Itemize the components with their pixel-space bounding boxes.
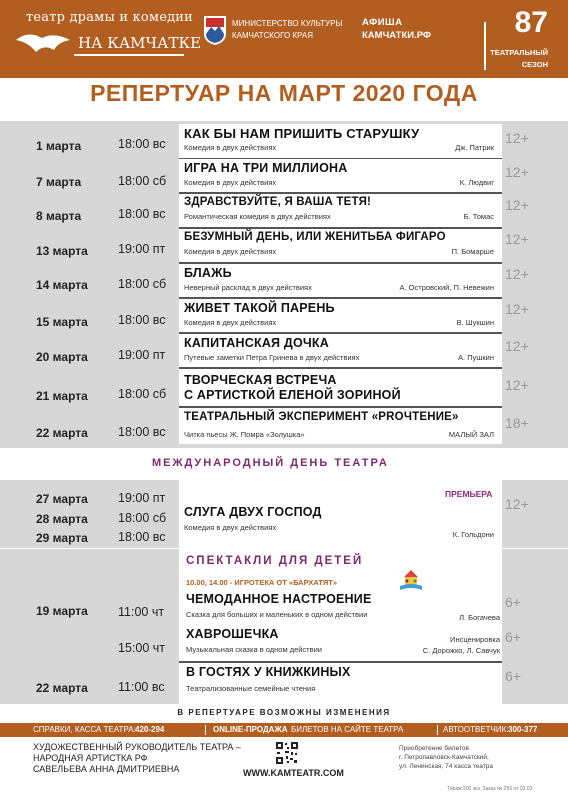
performance-time: 18:00 вс xyxy=(118,530,166,544)
performance-time: 18:00 вс xyxy=(118,313,166,327)
row-divider xyxy=(179,661,502,663)
performance-title-line2: С АРТИСТКОЙ ЕЛЕНОЙ ЗОРИНОЙ xyxy=(184,388,401,402)
performance-author: В. Шукшин xyxy=(456,318,494,327)
age-rating: 18+ xyxy=(505,415,529,431)
answering-machine-label: АВТООТВЕТЧИК: xyxy=(443,725,509,734)
performance-card xyxy=(179,194,502,227)
performance-date: 19 марта xyxy=(36,604,88,618)
performance-author-line2: С. Дорожко, Л. Савчук xyxy=(422,646,500,655)
performance-title: ТВОРЧЕСКАЯ ВСТРЕЧА xyxy=(184,373,337,387)
performance-date: 22 марта xyxy=(36,681,88,695)
performance-date: 1 марта xyxy=(36,139,82,153)
tickets-line3: ул. Ленинская, 74 касса театра xyxy=(399,763,493,770)
artistic-director xyxy=(33,742,241,775)
age-rating: 12+ xyxy=(505,301,529,317)
performance-date: 28 марта xyxy=(36,512,88,526)
online-sales-text: БИЛЕТОВ НА САЙТЕ ТЕАТРА xyxy=(291,725,404,734)
performance-card xyxy=(179,334,502,367)
performance-card xyxy=(179,159,502,192)
performance-title: ЗДРАВСТВУЙТЕ, Я ВАША ТЕТЯ! xyxy=(184,196,372,208)
website-link[interactable]: WWW.KAMTEATR.COM xyxy=(243,768,344,778)
afisha-logo xyxy=(362,16,431,42)
afisha-line1: АФИША xyxy=(362,17,403,28)
bar-divider xyxy=(437,725,438,735)
performance-date: 29 марта xyxy=(36,531,88,545)
performance-card xyxy=(179,229,502,262)
age-rating: 6+ xyxy=(505,629,521,645)
print-info: Тираж 300 экз. Заказ № 256 от 03.03 xyxy=(447,786,533,792)
performance-time: 18:00 сб xyxy=(118,511,167,525)
age-rating: 12+ xyxy=(505,338,529,354)
performance-subtitle: Комедия в двух действиях xyxy=(184,143,277,152)
performance-author: А. Островский, П. Невежин xyxy=(399,283,494,292)
age-rating: 12+ xyxy=(505,231,529,247)
kamchatka-emblem-icon xyxy=(202,14,228,46)
performance-time: 11:00 вс xyxy=(118,680,165,694)
season-number: 87 xyxy=(514,6,548,39)
performance-title: БЕЗУМНЫЙ ДЕНЬ, ИЛИ ЖЕНИТЬБА ФИГАРО xyxy=(184,231,446,243)
afisha-line2: КАМЧАТКИ.РФ xyxy=(362,30,432,41)
tickets-line1: Приобретение билетов xyxy=(399,745,469,752)
performance-date: 7 марта xyxy=(36,175,82,189)
performance-time: 18:00 сб xyxy=(118,387,167,401)
performance-author: А. Пушкин xyxy=(458,353,494,362)
performance-subtitle: Путевые заметки Петра Гринева в двух действиях xyxy=(184,353,360,362)
performance-author: П. Бомарше xyxy=(451,247,494,256)
performance-time: 19:00 пт xyxy=(118,491,166,505)
performance-subtitle: Неверный расклад в двух действиях xyxy=(184,283,312,292)
performance-date: 27 марта xyxy=(36,492,88,506)
igroteka-note: 10.00, 14.00 - ИГРОТЕКА ОТ «БАРХАТЯТ» xyxy=(186,578,337,587)
performance-card xyxy=(179,369,502,406)
ministry-text xyxy=(232,18,343,42)
performance-author-line1: Инсценировка xyxy=(450,635,500,644)
performance-row xyxy=(0,159,568,193)
age-rating: 6+ xyxy=(505,668,521,684)
performance-title: ТЕАТРАЛЬНЫЙ ЭКСПЕРИМЕНТ «PROЧТЕНИЕ» xyxy=(184,411,459,423)
age-rating: 12+ xyxy=(505,197,529,213)
performance-title: КАПИТАНСКАЯ ДОЧКА xyxy=(184,336,329,350)
kids-heading: СПЕКТАКЛИ ДЛЯ ДЕТЕЙ xyxy=(186,555,364,567)
performance-row xyxy=(0,299,568,333)
online-sales-label: ONLINE-ПРОДАЖА xyxy=(213,725,288,734)
page-title: РЕПЕРТУАР НА МАРТ 2020 ГОДА xyxy=(90,80,478,106)
performance-row xyxy=(0,369,568,407)
performance-time: 15:00 чт xyxy=(118,641,165,655)
performance-subtitle: Романтическая комедия в двух действиях xyxy=(184,212,331,221)
theatre-name-line2: НА КАМЧАТКЕ xyxy=(78,34,202,52)
ministry-line1: МИНИСТЕРСТВО КУЛЬТУРЫ xyxy=(232,19,343,28)
director-line2: НАРОДНАЯ АРТИСТКА РФ xyxy=(33,753,148,763)
age-rating: 12+ xyxy=(505,377,529,393)
answering-machine-phone: 300-377 xyxy=(508,725,538,734)
ministry-line2: КАМЧАТСКОГО КРАЯ xyxy=(232,31,313,40)
performance-title: ХАВРОШЕЧКА xyxy=(186,627,279,641)
performance-subtitle: Читка пьесы Ж. Помра «Золушка» xyxy=(184,430,305,439)
performance-author: К. Людвиг xyxy=(459,178,494,187)
bar-divider xyxy=(205,725,206,735)
performance-row xyxy=(0,194,568,228)
performance-time: 11:00 чт xyxy=(118,605,165,619)
header-bar xyxy=(0,0,568,78)
performance-row xyxy=(0,408,568,446)
performance-time: 19:00 пт xyxy=(118,348,166,362)
performance-row xyxy=(0,229,568,263)
performance-card xyxy=(179,124,502,158)
director-line1: ХУДОЖЕСТВЕННЫЙ РУКОВОДИТЕЛЬ ТЕАТРА – xyxy=(33,742,241,752)
performance-date: 8 марта xyxy=(36,209,82,223)
performance-subtitle: Театрализованные семейные чтения xyxy=(186,684,316,693)
qr-code-icon xyxy=(275,741,299,765)
performance-time: 18:00 сб xyxy=(118,174,167,188)
logo-underline xyxy=(74,54,184,56)
performance-time: 18:00 вс xyxy=(118,207,166,221)
performance-title: КАК БЫ НАМ ПРИШИТЬ СТАРУШКУ xyxy=(184,126,420,141)
performance-title: ИГРА НА ТРИ МИЛЛИОНА xyxy=(184,161,348,175)
ticket-info xyxy=(399,744,493,771)
premiere-badge: ПРЕМЬЕРА xyxy=(445,489,493,499)
performance-date: 15 марта xyxy=(36,315,88,329)
performance-time: 18:00 вс xyxy=(118,137,166,151)
performance-row xyxy=(0,124,568,158)
box-office-phone: 420-294 xyxy=(135,725,165,734)
performance-subtitle: Комедия в двух действиях xyxy=(184,178,277,187)
performance-date: 22 марта xyxy=(36,426,88,440)
performance-card xyxy=(179,299,502,332)
season-badge xyxy=(472,8,548,70)
performance-author: Б. Томас xyxy=(463,212,494,221)
changes-note: В РЕПЕРТУАРЕ ВОЗМОЖНЫ ИЗМЕНЕНИЯ xyxy=(177,708,391,717)
performance-subtitle: Музыкальная сказка в одном действии xyxy=(186,645,322,654)
age-rating: 12+ xyxy=(505,496,529,512)
performance-title: БЛАЖЬ xyxy=(184,266,232,280)
performance-author: Л. Богачева xyxy=(459,613,500,622)
performance-title: ЖИВЕТ ТАКОЙ ПАРЕНЬ xyxy=(184,301,335,315)
director-line3: САВЕЛЬЕВА АННА ДМИТРИЕВНА xyxy=(33,764,180,774)
performance-date: 21 марта xyxy=(36,389,88,403)
age-rating: 6+ xyxy=(505,594,521,610)
contact-bar xyxy=(0,723,568,737)
performance-author: К. Гольдони xyxy=(452,530,494,539)
performance-author: МАЛЫЙ ЗАЛ xyxy=(448,430,494,439)
ministry-logo xyxy=(202,14,362,54)
performance-subtitle: Комедия в двух действиях xyxy=(184,523,277,532)
book-carousel-icon xyxy=(398,568,424,592)
age-rating: 12+ xyxy=(505,130,529,146)
performance-time: 18:00 вс xyxy=(118,425,166,439)
performance-author: Дж. Патрик xyxy=(455,143,494,152)
performance-date: 14 марта xyxy=(36,278,88,292)
theatre-day-heading: МЕЖДУНАРОДНЫЙ ДЕНЬ ТЕАТРА xyxy=(152,457,389,469)
performance-time: 18:00 сб xyxy=(118,277,167,291)
performance-subtitle: Комедия в двух действиях xyxy=(184,247,277,256)
performance-date: 13 марта xyxy=(36,244,88,258)
theatre-logo xyxy=(14,8,202,62)
performance-time: 19:00 пт xyxy=(118,242,166,256)
season-divider xyxy=(484,22,486,70)
performance-row xyxy=(0,334,568,368)
performance-card xyxy=(179,408,502,444)
performance-title: ЧЕМОДАННОЕ НАСТРОЕНИЕ xyxy=(186,592,372,606)
season-label-line1: ТЕАТРАЛЬНЫЙ xyxy=(490,48,548,57)
performance-card xyxy=(179,264,502,297)
age-rating: 12+ xyxy=(505,164,529,180)
performance-subtitle: Сказка для больших и маленьких в одном действии xyxy=(186,610,368,619)
theatre-mask-icon xyxy=(14,30,74,58)
box-office-label: СПРАВКИ, КАССА ТЕАТРА: xyxy=(33,725,136,734)
performance-title: СЛУГА ДВУХ ГОСПОД xyxy=(184,505,322,519)
performance-row xyxy=(0,264,568,298)
age-rating: 12+ xyxy=(505,266,529,282)
performance-date: 20 марта xyxy=(36,350,88,364)
theatre-name-line1: театр драмы и комедии xyxy=(26,10,194,25)
tickets-line2: г. Петропавловск-Камчатский, xyxy=(399,754,489,761)
season-label-line2: СЕЗОН xyxy=(521,60,548,69)
performance-subtitle: Комедия в двух действиях xyxy=(184,318,277,327)
performance-title: В ГОСТЯХ У КНИЖКИНЫХ xyxy=(186,665,351,679)
